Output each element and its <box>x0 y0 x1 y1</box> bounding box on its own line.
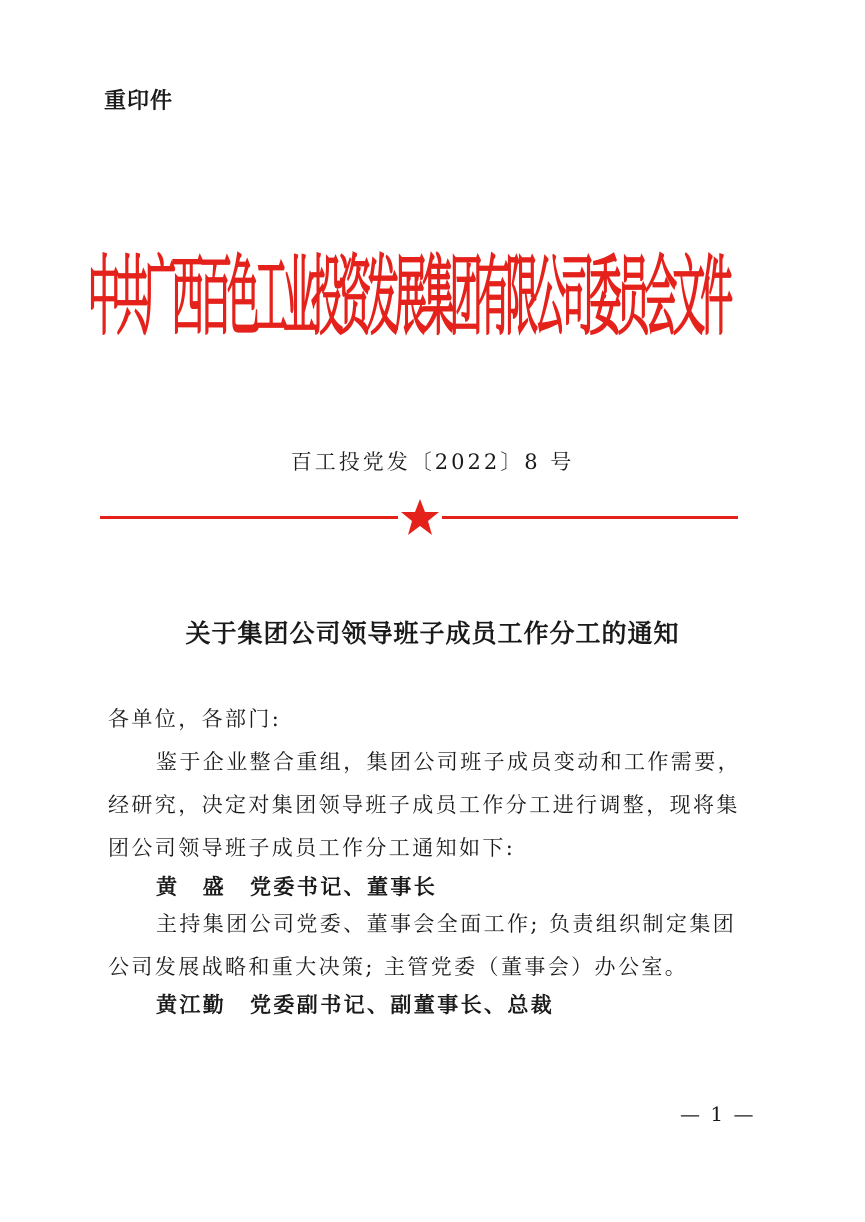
member-name: 黄江勤 <box>156 993 227 1017</box>
reprint-label: 重印件 <box>104 89 174 114</box>
member-position: 党委书记、董事长 <box>250 875 438 899</box>
member-position: 党委副书记、副董事长、总裁 <box>250 993 555 1017</box>
intro-paragraph: 鉴于企业整合重组，集团公司班子成员变动和工作需要，经研究，决定对集团领导班子成员工作分工进行调整，现将集团公司领导班子成员工作分工通知如下: <box>108 750 741 860</box>
member-name: 黄 盛 <box>156 875 227 899</box>
salutation: 各单位，各部门: <box>108 707 282 731</box>
issuing-organization-title: 中共广西百色工业投资发展集团有限公司委员会文件 <box>88 245 729 349</box>
red-rule-left <box>100 516 398 519</box>
notice-title: 关于集团公司领导班子成员工作分工的通知 <box>185 619 680 648</box>
member-heading <box>156 984 756 1027</box>
red-star-icon <box>398 497 442 537</box>
document-number: 百工投党发〔2022〕8 号 <box>290 450 575 474</box>
red-rule-right <box>442 516 738 519</box>
page-number: — 1 — <box>680 1102 756 1126</box>
document-header <box>88 232 778 362</box>
member-duties: 主持集团公司党委、董事会全面工作; 负责组织制定集团公司发展战略和重大决策; 主管党委（董事会）办公室。 <box>108 912 737 979</box>
